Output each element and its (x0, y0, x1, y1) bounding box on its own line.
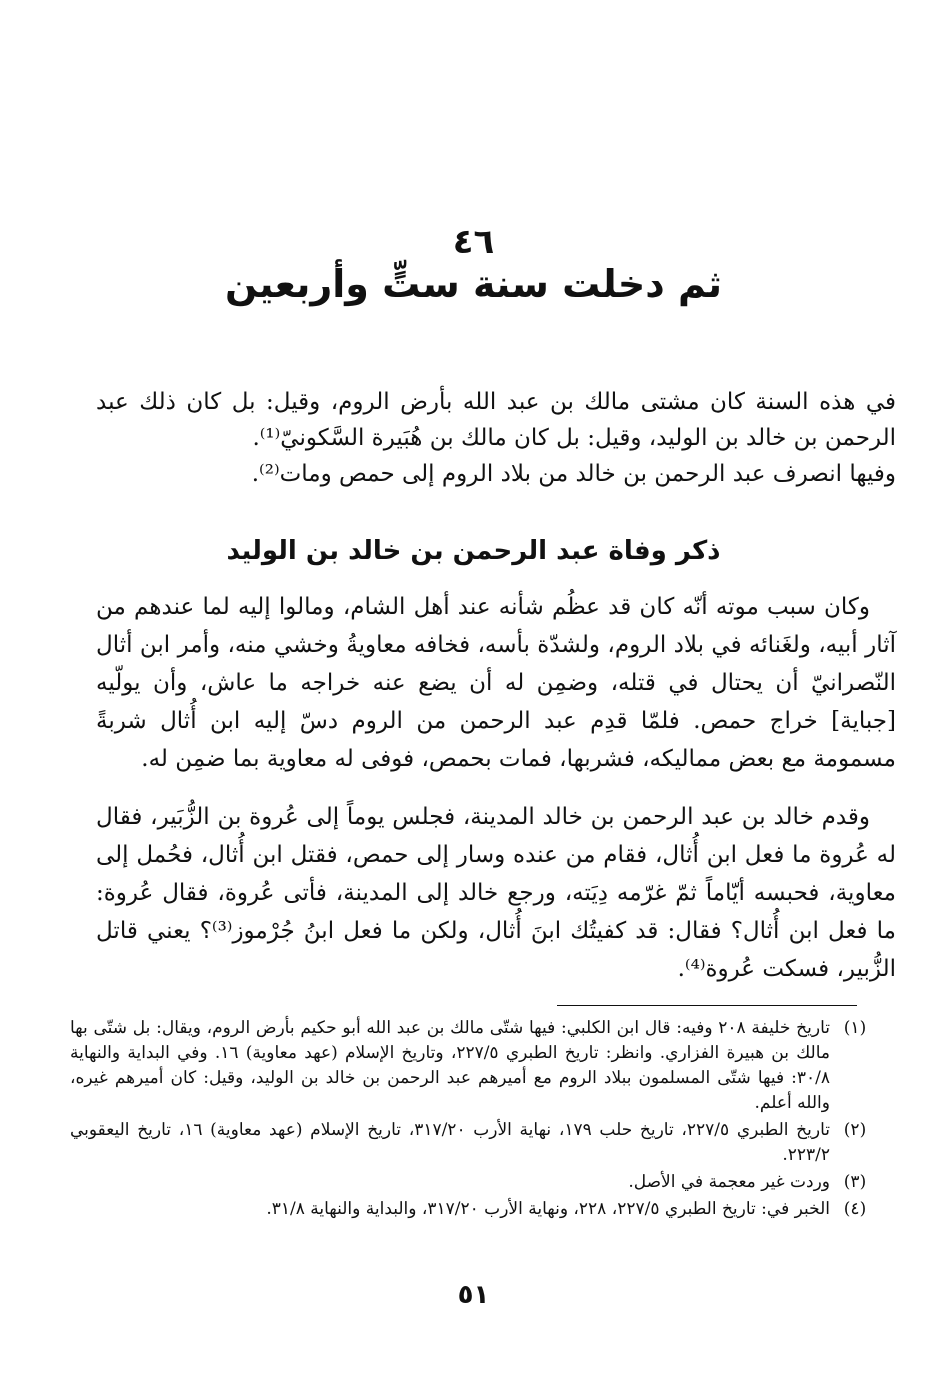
footnote-number: (١) (843, 1018, 867, 1038)
intro-line-2: وفيها انصرف عبد الرحمن بن خالد من بلاد الروم إلى حمص ومات⁽²⁾. (251, 461, 896, 487)
footnote-4 (70, 1197, 880, 1222)
footnote-number: (٤) (843, 1199, 867, 1219)
intro-paragraphs (96, 384, 896, 492)
section-heading: ذكر وفاة عبد الرحمن بن خالد بن الوليد (226, 536, 721, 566)
footnote-2 (70, 1118, 880, 1168)
intro-line-1: في هذه السنة كان مشتى مالك بن عبد الله بأرض الروم، وقيل: بل كان ذلك عبد الرحمن بن خالد بن الوليد، وقيل: بل كان مالك بن هُبَيرة السَّكونيّ⁽¹⁾. (96, 389, 896, 451)
footnote-text: الخبر في: تاريخ الطبري ٢٢٧/٥، ٢٢٨، ونهاية الأرب ٣١٧/٢٠، والبداية والنهاية ٣١/٨. (266, 1199, 830, 1219)
chapter-title: ثم دخلت سنة ستٍّ وأربعين (224, 262, 723, 306)
footnote-3 (70, 1170, 880, 1195)
chapter-number: ٤٦ (452, 222, 495, 262)
paragraph-text: وقدم خالد بن عبد الرحمن بن خالد المدينة، فجلس يوماً إلى عُروة بن الزُّبَير، فقال له عُروة ما فعل ابن أُثال، فقام من عنده وسار إلى حمص، فقتل ابن أُثال، فحُمل إلى معاوية، فحبسه أيّاماً ثمّ غرّمه دِيَته، ورجع خالد إلى المدينة، فأتى عُروة، فقال عُروة: ما فعل ابن أُثال؟ فقال: قد كفيتُك ابنَ أُثال، ولكن ما فعل ابنُ جُرْموز⁽³⁾؟ يعني قاتل الزُّبير، فسكت عُروة⁽⁴⁾. (96, 804, 896, 982)
footnote-1 (70, 1016, 880, 1116)
paragraph-text: وكان سبب موته أنّه كان قد عظُم شأنه عند أهل الشام، ومالوا إليه لما عندهم من آثار أبيه، ولغَنائه في بلاد الروم، ولشدّة بأسه، فخافه معاويةُ وخشي منه، وأمر ابن أثال النّصرانيّ أن يحتال في قتله، وضمِن له أن يضع عنه خراجه ما عاش، وأن يولّيه [جباية] خراج حمص. فلمّا قدِم عبد الرحمن من الروم دسّ إليه ابن أُثال شربةً مسمومة مع بعض مماليكه، فشربها، فمات بحمص، فوفى له معاوية بما ضمِن له. (96, 594, 896, 772)
body-paragraph-2 (96, 798, 896, 988)
page-number: ٥١ (457, 1280, 490, 1310)
footnote-number: (٢) (843, 1120, 867, 1140)
body-paragraph-1 (96, 588, 896, 778)
footnote-divider (557, 1005, 857, 1006)
footnote-text: وردت غير معجمة في الأصل. (628, 1172, 830, 1192)
footnotes (70, 1016, 880, 1224)
footnote-text: تاريخ خليفة ٢٠٨ وفيه: قال ابن الكلبي: فيها شتّى مالك بن عبد الله أبو حكيم بأرض الروم، ويقال: بل شتّى بها مالك بن هبيرة الفزاري. وانظر: تاريخ الطبري ٢٢٧/٥، وتاريخ الإسلام (عهد معاوية) ١٦. وفي البداية والنهاية ٣٠/٨: فيها شتّى المسلمون ببلاد الروم مع أميرهم عبد الرحمن بن خالد بن الوليد، وقيل: كان أميرهم غيره، والله أعلم. (70, 1018, 830, 1113)
footnote-text: تاريخ الطبري ٢٢٧/٥، تاريخ حلب ١٧٩، نهاية الأرب ٣١٧/٢٠، تاريخ الإسلام (عهد معاوية) ١٦، تاريخ اليعقوبي ٢٢٣/٢. (70, 1120, 830, 1165)
footnote-number: (٣) (843, 1172, 867, 1192)
